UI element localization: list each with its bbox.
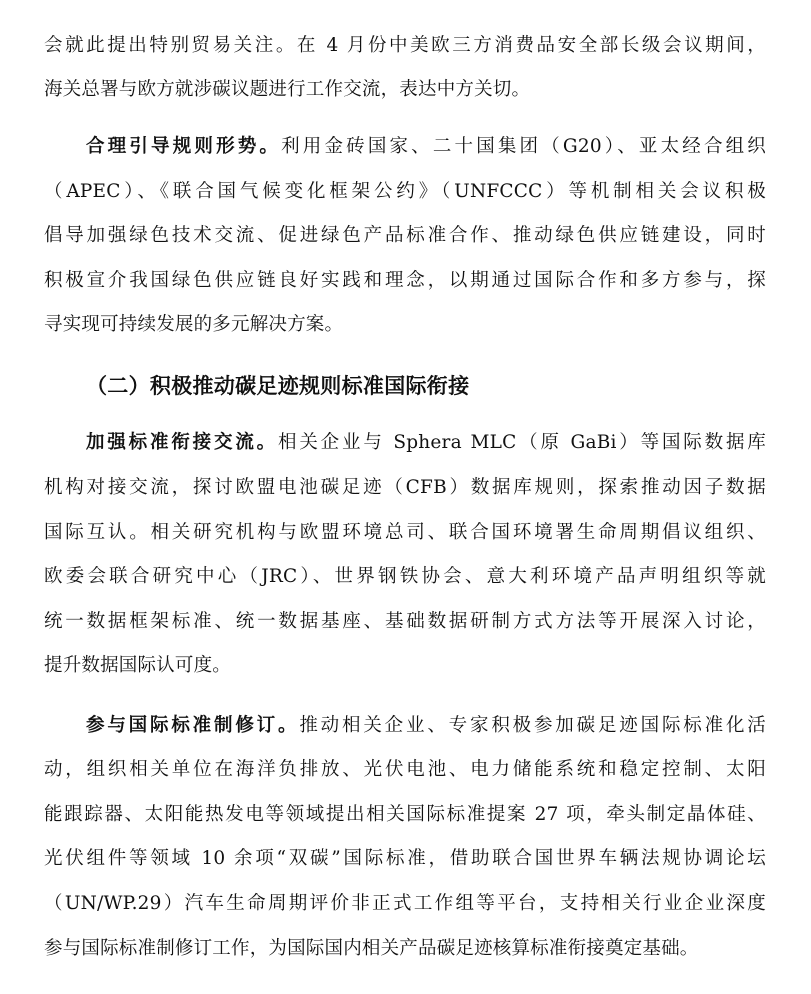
paragraph-3-line-6: 提升数据国际认可度。 [44,655,232,676]
paragraph-4-line-6: 参与国际标准制修订工作，为国际国内相关产品碳足迹核算标准衔接奠定基础。 [44,938,699,959]
section-heading: （二）积极推动碳足迹规则标准国际衔接 [86,373,470,398]
paragraph-2-lead: 合理引导规则形势。 [86,136,282,157]
paragraph-1-line-1: 会就此提出特别贸易关注。在 4 月份中美欧三方消费品安全部长级会议期间， [44,35,766,56]
paragraph-4-line-4: 光伏组件等领域 10 余项“双碳”国际标准，借助联合国世界车辆法规协调论坛 [44,848,766,869]
paragraph-4-line-3: 能跟踪器、太阳能热发电等领域提出相关国际标准提案 27 项，牵头制定晶体硅、 [44,804,766,825]
paragraph-3-lead: 加强标准衔接交流。 [86,432,278,453]
paragraph-3-line-1 [86,423,766,463]
paragraph-4-line-5: （UN/WP.29）汽车生命周期评价非正式工作组等平台，支持相关行业企业深度 [44,893,766,914]
paragraph-2-line-1 [86,127,766,167]
paragraph-4-line-2: 动，组织相关单位在海洋负排放、光伏电池、电力储能系统和稳定控制、太阳 [44,759,766,780]
paragraph-3-line-5: 统一数据框架标准、统一数据基座、基础数据研制方式方法等开展深入讨论， [44,611,766,632]
paragraph-2-line-2: （APEC）、《联合国气候变化框架公约》（UNFCCC）等机制相关会议积极 [44,181,766,202]
paragraph-2-line-3: 倡导加强绿色技术交流、促进绿色产品标准合作、推动绿色供应链建设，同时 [44,225,766,246]
paragraph-1-line-2: 海关总署与欧方就涉碳议题进行工作交流，表达中方关切。 [44,79,531,100]
paragraph-3-line-4: 欧委会联合研究中心（JRC）、世界钢铁协会、意大利环境产品声明组织等就 [44,566,766,587]
paragraph-2-first-rest: 利用金砖国家、二十国集团（G20）、亚太经合组织 [281,136,766,157]
paragraph-4-line-1 [86,706,766,746]
paragraph-2-line-4: 积极宣介我国绿色供应链良好实践和理念，以期通过国际合作和多方参与，探 [44,270,766,291]
paragraph-3-first-rest: 相关企业与 Sphera MLC（原 GaBi）等国际数据库 [278,432,766,453]
paragraph-2-line-5: 寻实现可持续发展的多元解决方案。 [44,314,344,335]
paragraph-4-lead: 参与国际标准制修订。 [86,715,300,736]
paragraph-3-line-2: 机构对接交流，探讨欧盟电池碳足迹（CFB）数据库规则，探索推动因子数据 [44,477,766,498]
paragraph-3-line-3: 国际互认。相关研究机构与欧盟环境总司、联合国环境署生命周期倡议组织、 [44,522,766,543]
paragraph-4-first-rest: 推动相关企业、专家积极参加碳足迹国际标准化活 [299,715,766,736]
